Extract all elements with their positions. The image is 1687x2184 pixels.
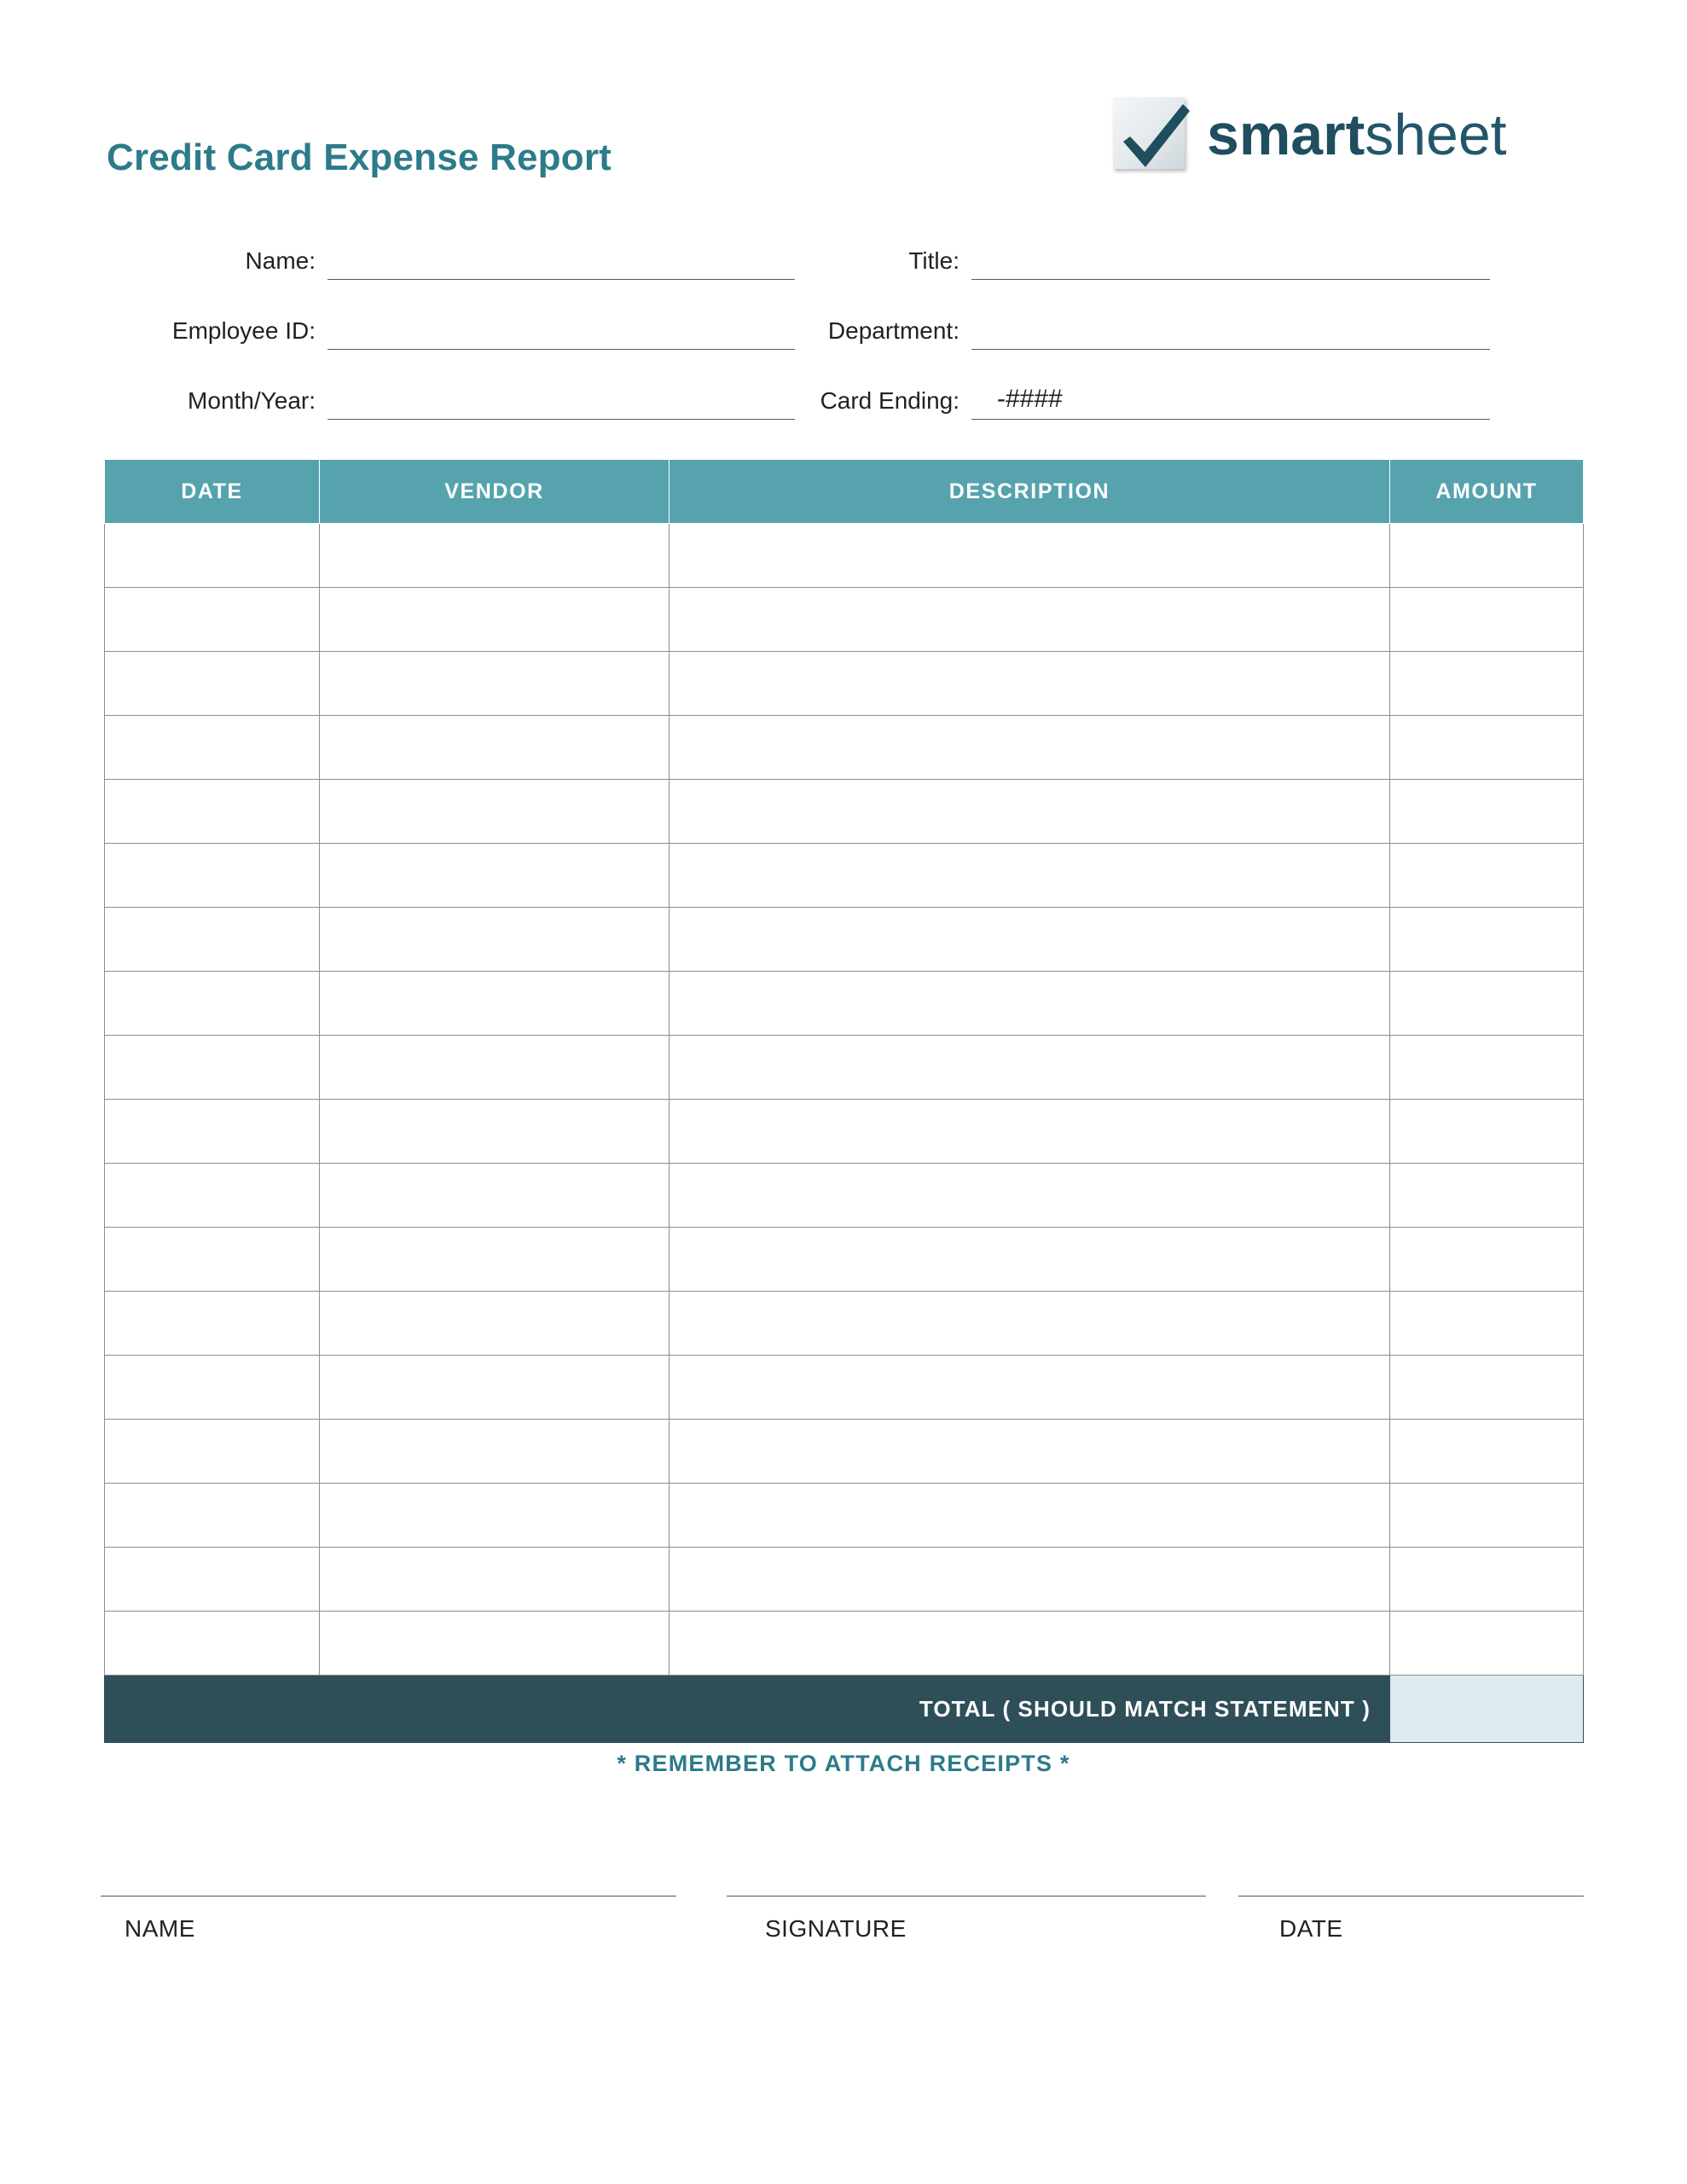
column-header-amount: AMOUNT <box>1390 460 1584 524</box>
field-card-ending-input[interactable] <box>971 385 1490 420</box>
table-row <box>105 1292 1584 1356</box>
cell-description[interactable] <box>670 1228 1390 1292</box>
checkmark-icon <box>1113 97 1188 172</box>
cell-description[interactable] <box>670 1100 1390 1164</box>
cell-description[interactable] <box>670 1548 1390 1612</box>
table-row <box>105 1100 1584 1164</box>
cell-date[interactable] <box>105 972 320 1036</box>
receipts-reminder: * REMEMBER TO ATTACH RECEIPTS * <box>617 1751 1070 1776</box>
field-name-label: Name: <box>245 247 316 274</box>
cell-vendor[interactable] <box>320 1292 670 1356</box>
table-header-row <box>105 460 1584 524</box>
cell-date[interactable] <box>105 588 320 652</box>
cell-description[interactable] <box>670 1484 1390 1548</box>
cell-amount[interactable] <box>1390 908 1584 972</box>
cell-date[interactable] <box>105 1164 320 1228</box>
table-row <box>105 844 1584 908</box>
signature-date-line[interactable] <box>1238 1868 1584 1896</box>
cell-vendor[interactable] <box>320 1036 670 1100</box>
cell-date[interactable] <box>105 844 320 908</box>
brand-wordmark <box>1207 102 1507 167</box>
field-card-ending-label: Card Ending: <box>820 387 959 414</box>
signature-name-caption: NAME <box>125 1915 195 1942</box>
brand-name-light: sheet <box>1365 102 1507 167</box>
cell-vendor[interactable] <box>320 844 670 908</box>
cell-date[interactable] <box>105 908 320 972</box>
cell-vendor[interactable] <box>320 780 670 844</box>
field-title <box>836 247 1490 280</box>
column-header-date: DATE <box>105 460 320 524</box>
field-department-label: Department: <box>827 317 959 344</box>
cell-vendor[interactable] <box>320 1100 670 1164</box>
cell-description[interactable] <box>670 844 1390 908</box>
signature-name <box>101 1868 676 1943</box>
cell-description[interactable] <box>670 1164 1390 1228</box>
cell-description[interactable] <box>670 1612 1390 1676</box>
cell-vendor[interactable] <box>320 524 670 588</box>
field-month-year <box>111 387 795 420</box>
signature-signature-line[interactable] <box>727 1868 1206 1896</box>
column-header-vendor: VENDOR <box>320 460 670 524</box>
cell-vendor[interactable] <box>320 1356 670 1420</box>
table-row <box>105 524 1584 588</box>
cell-date[interactable] <box>105 780 320 844</box>
table-row <box>105 780 1584 844</box>
cell-date[interactable] <box>105 1292 320 1356</box>
cell-amount[interactable] <box>1390 1356 1584 1420</box>
cell-description[interactable] <box>670 588 1390 652</box>
expense-table-container <box>104 459 1583 1743</box>
signature-signature <box>727 1868 1206 1943</box>
cell-amount[interactable] <box>1390 1036 1584 1100</box>
cell-description[interactable] <box>670 908 1390 972</box>
field-employee-id-input[interactable] <box>328 320 795 350</box>
table-row <box>105 1356 1584 1420</box>
table-row <box>105 588 1584 652</box>
cell-vendor[interactable] <box>320 716 670 780</box>
cell-description[interactable] <box>670 652 1390 716</box>
cell-vendor[interactable] <box>320 1164 670 1228</box>
expense-table-body <box>105 524 1584 1743</box>
table-row <box>105 1548 1584 1612</box>
cell-amount[interactable] <box>1390 524 1584 588</box>
cell-date[interactable] <box>105 1612 320 1676</box>
table-row <box>105 652 1584 716</box>
cell-vendor[interactable] <box>320 972 670 1036</box>
cell-date[interactable] <box>105 1356 320 1420</box>
field-employee-id-label: Employee ID: <box>171 317 316 344</box>
cell-amount[interactable] <box>1390 1228 1584 1292</box>
cell-date[interactable] <box>105 1036 320 1100</box>
cell-date[interactable] <box>105 652 320 716</box>
table-row <box>105 1036 1584 1100</box>
page-title: Credit Card Expense Report <box>107 136 612 178</box>
cell-amount[interactable] <box>1390 1292 1584 1356</box>
field-month-year-input[interactable] <box>328 390 795 420</box>
cell-date[interactable] <box>105 716 320 780</box>
field-name-input[interactable] <box>328 250 795 280</box>
table-row <box>105 1164 1584 1228</box>
field-card-ending <box>738 387 1490 420</box>
cell-amount[interactable] <box>1390 780 1584 844</box>
cell-date[interactable] <box>105 1100 320 1164</box>
cell-vendor[interactable] <box>320 588 670 652</box>
field-department <box>738 317 1490 350</box>
cell-vendor[interactable] <box>320 1484 670 1548</box>
field-title-input[interactable] <box>971 250 1490 280</box>
brand-name-bold: smart <box>1207 102 1365 167</box>
signature-signature-caption: SIGNATURE <box>765 1915 907 1942</box>
signature-date <box>1238 1868 1584 1943</box>
cell-amount[interactable] <box>1390 1484 1584 1548</box>
cell-date[interactable] <box>105 1484 320 1548</box>
signature-date-caption: DATE <box>1279 1915 1343 1942</box>
table-row <box>105 972 1584 1036</box>
cell-date[interactable] <box>105 1548 320 1612</box>
cell-amount[interactable] <box>1390 1548 1584 1612</box>
cell-vendor[interactable] <box>320 1420 670 1484</box>
table-row <box>105 1228 1584 1292</box>
cell-date[interactable] <box>105 524 320 588</box>
signature-block <box>0 1868 1687 1988</box>
cell-amount[interactable] <box>1390 588 1584 652</box>
cell-amount[interactable] <box>1390 1612 1584 1676</box>
table-row <box>105 716 1584 780</box>
table-row <box>105 1420 1584 1484</box>
expense-table <box>104 459 1584 1743</box>
smartsheet-logo <box>1113 90 1507 179</box>
signature-name-line[interactable] <box>101 1868 676 1896</box>
field-department-input[interactable] <box>971 320 1490 350</box>
cell-vendor[interactable] <box>320 1548 670 1612</box>
cell-description[interactable] <box>670 780 1390 844</box>
cell-description[interactable] <box>670 524 1390 588</box>
cell-description[interactable] <box>670 1036 1390 1100</box>
field-card-ending-value: -#### <box>997 385 1063 413</box>
cell-amount[interactable] <box>1390 1420 1584 1484</box>
cell-description[interactable] <box>670 1292 1390 1356</box>
field-title-label: Title: <box>908 247 959 274</box>
field-employee-id <box>111 317 795 350</box>
cell-amount[interactable] <box>1390 844 1584 908</box>
cell-description[interactable] <box>670 716 1390 780</box>
cell-description[interactable] <box>670 1356 1390 1420</box>
field-name <box>111 247 795 280</box>
cell-vendor[interactable] <box>320 1228 670 1292</box>
cell-description[interactable] <box>670 1420 1390 1484</box>
cell-vendor[interactable] <box>320 1612 670 1676</box>
cell-date[interactable] <box>105 1420 320 1484</box>
table-row <box>105 1612 1584 1676</box>
total-row <box>105 1676 1584 1743</box>
cell-vendor[interactable] <box>320 652 670 716</box>
cell-vendor[interactable] <box>320 908 670 972</box>
cell-amount[interactable] <box>1390 1100 1584 1164</box>
cell-amount[interactable] <box>1390 716 1584 780</box>
table-row <box>105 1484 1584 1548</box>
table-row <box>105 908 1584 972</box>
cell-amount[interactable] <box>1390 1164 1584 1228</box>
total-label: TOTAL ( SHOULD MATCH STATEMENT ) <box>105 1676 1390 1743</box>
cell-amount[interactable] <box>1390 972 1584 1036</box>
total-value[interactable] <box>1390 1676 1584 1743</box>
document-header <box>0 0 1687 222</box>
column-header-description: DESCRIPTION <box>670 460 1390 524</box>
field-month-year-label: Month/Year: <box>188 387 316 414</box>
cell-description[interactable] <box>670 972 1390 1036</box>
cell-amount[interactable] <box>1390 652 1584 716</box>
cell-date[interactable] <box>105 1228 320 1292</box>
